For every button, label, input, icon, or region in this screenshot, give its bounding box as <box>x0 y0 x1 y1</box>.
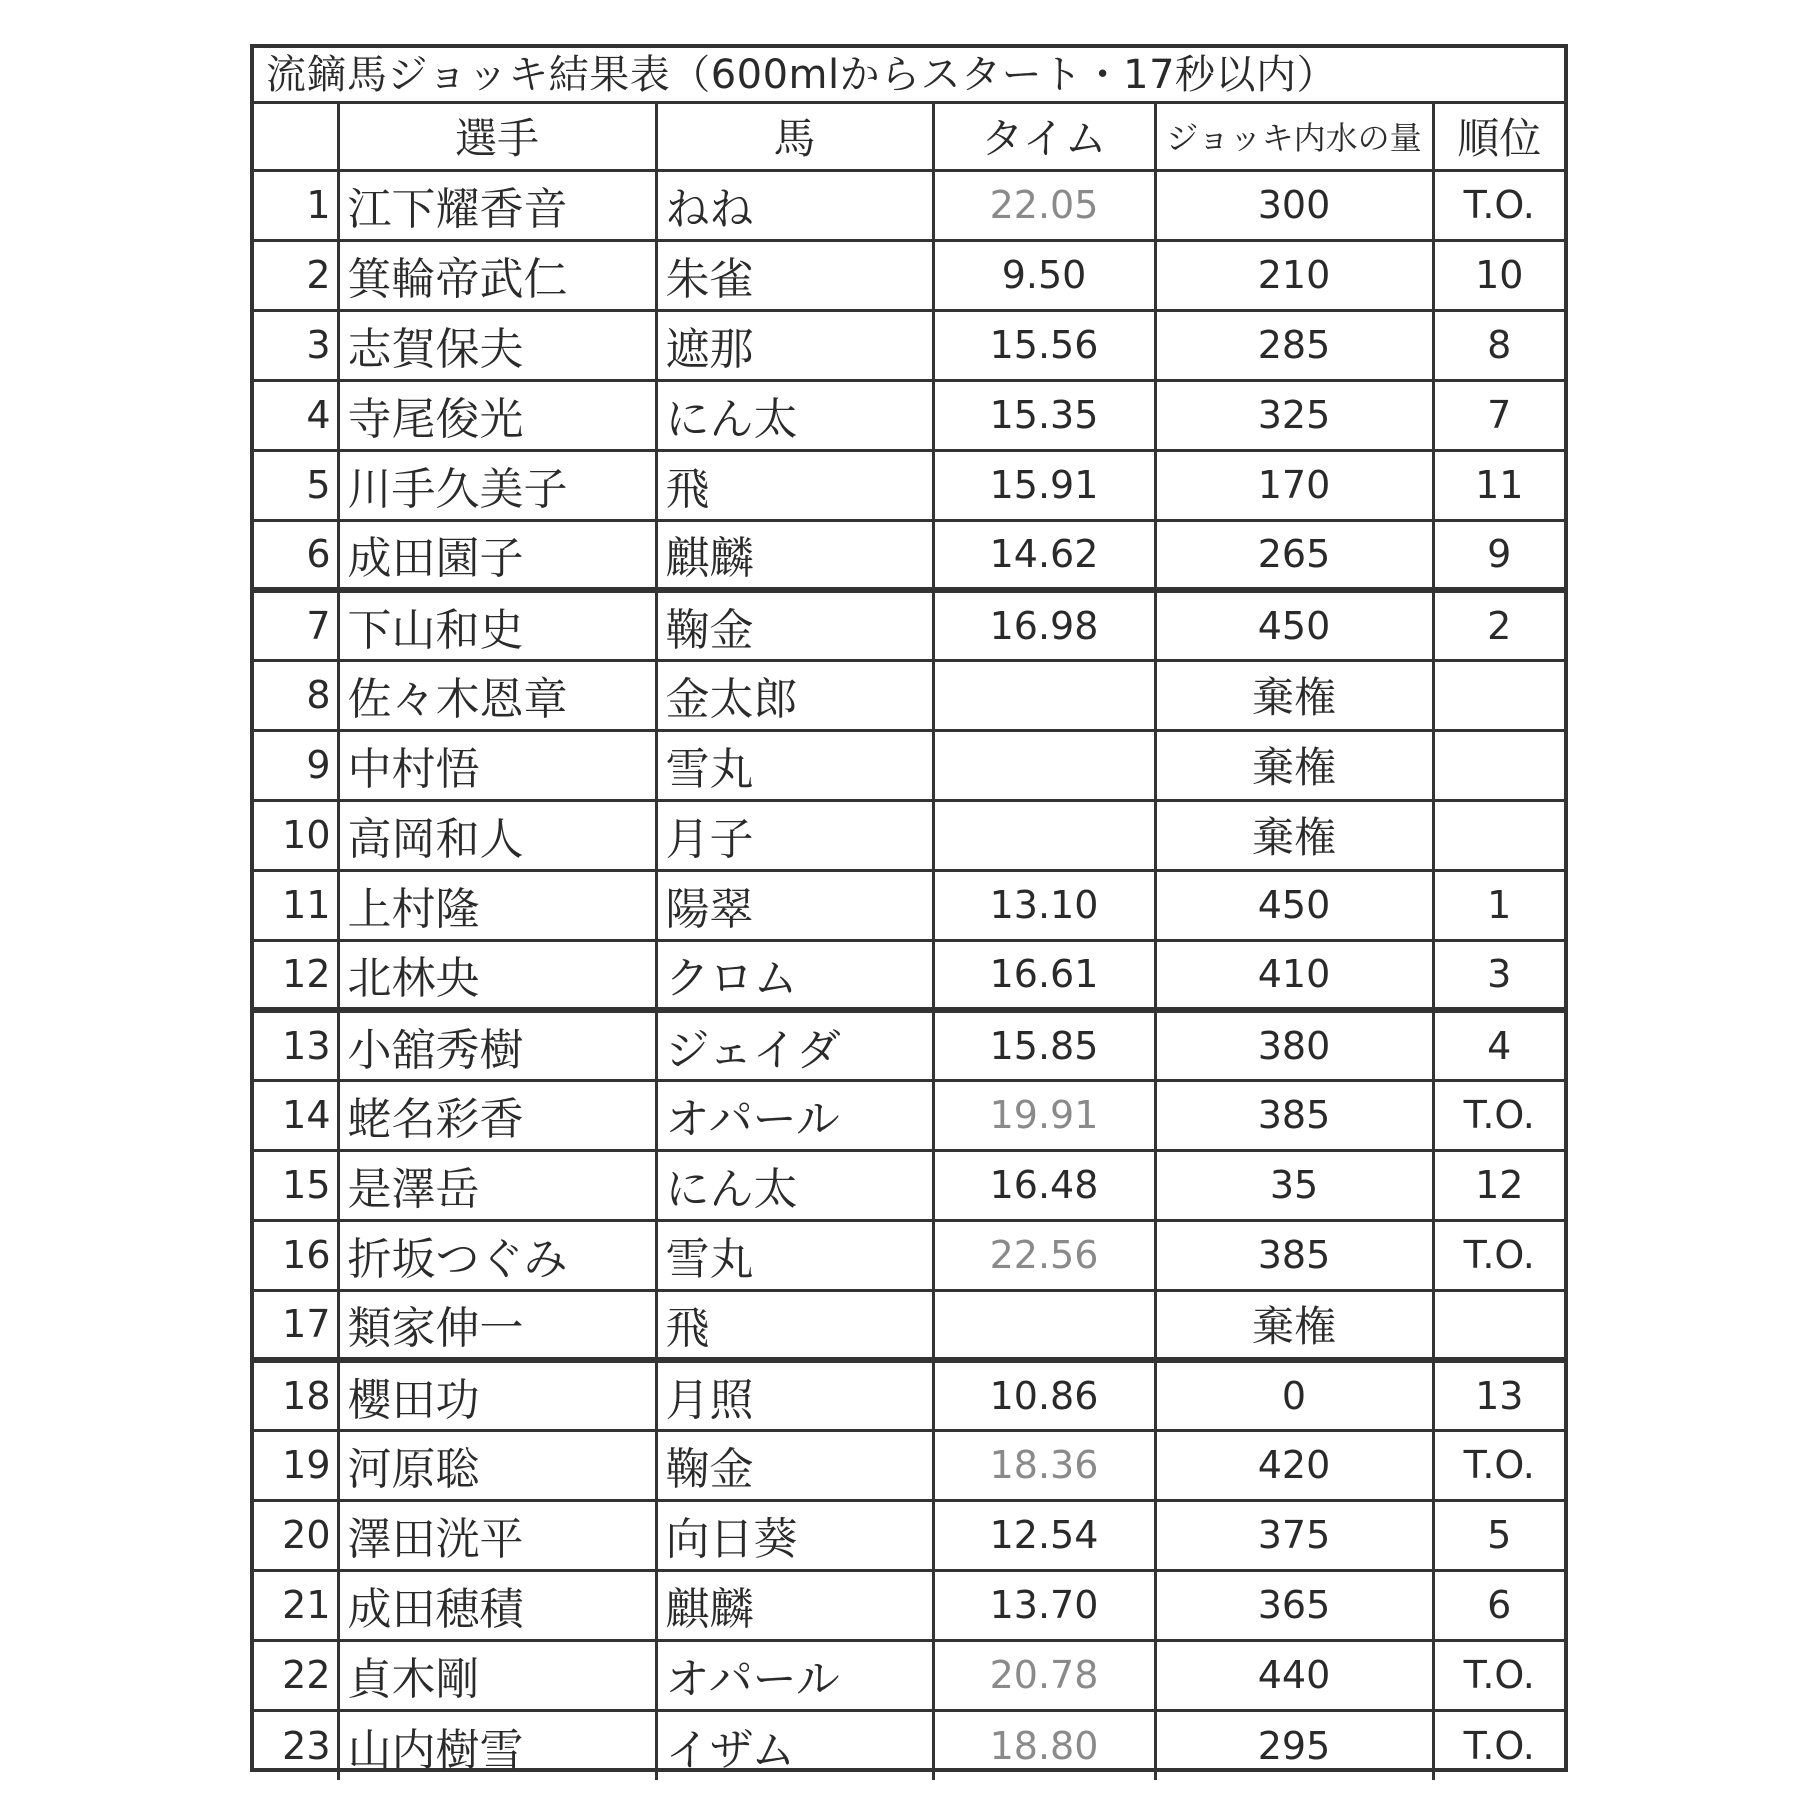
cell-rank: T.O. <box>1433 1220 1564 1290</box>
cell-player: 志賀保夫 <box>338 310 656 380</box>
cell-player: 櫻田功 <box>338 1360 656 1430</box>
cell-time: 19.91 <box>933 1080 1155 1150</box>
cell-player: 上村隆 <box>338 870 656 940</box>
cell-time: 16.98 <box>933 590 1155 660</box>
cell-water: 170 <box>1155 450 1433 520</box>
cell-water: 210 <box>1155 240 1433 310</box>
header-water: ジョッキ内水の量 <box>1155 104 1433 170</box>
cell-player: 中村悟 <box>338 730 656 800</box>
cell-player: 箕輪帝武仁 <box>338 240 656 310</box>
cell-rank: 12 <box>1433 1150 1564 1220</box>
cell-water: 265 <box>1155 520 1433 590</box>
cell-rank: 6 <box>1433 1570 1564 1640</box>
cell-player: 河原聡 <box>338 1430 656 1500</box>
cell-no: 15 <box>254 1150 338 1220</box>
cell-horse: 麒麟 <box>656 1570 933 1640</box>
cell-player: 是澤岳 <box>338 1150 656 1220</box>
cell-time: 16.61 <box>933 940 1155 1010</box>
cell-time: 10.86 <box>933 1360 1155 1430</box>
cell-rank: 8 <box>1433 310 1564 380</box>
cell-rank: 1 <box>1433 870 1564 940</box>
cell-no: 2 <box>254 240 338 310</box>
table-row <box>254 800 1564 870</box>
cell-horse: 鞠金 <box>656 590 933 660</box>
table-row <box>254 1150 1564 1220</box>
table-row <box>254 1290 1564 1360</box>
cell-rank: T.O. <box>1433 1430 1564 1500</box>
cell-horse: 麒麟 <box>656 520 933 590</box>
cell-water: 385 <box>1155 1220 1433 1290</box>
cell-time <box>933 730 1155 800</box>
cell-player: 澤田洸平 <box>338 1500 656 1570</box>
cell-water: 365 <box>1155 1570 1433 1640</box>
cell-no: 20 <box>254 1500 338 1570</box>
table-row <box>254 870 1564 940</box>
header-time: タイム <box>933 104 1155 170</box>
cell-player: 高岡和人 <box>338 800 656 870</box>
cell-water: 375 <box>1155 1500 1433 1570</box>
cell-time <box>933 800 1155 870</box>
cell-rank: 9 <box>1433 520 1564 590</box>
cell-horse: 雪丸 <box>656 1220 933 1290</box>
cell-player: 蛯名彩香 <box>338 1080 656 1150</box>
cell-player: 貞木剛 <box>338 1640 656 1710</box>
cell-no: 6 <box>254 520 338 590</box>
cell-player: 山内樹雪 <box>338 1710 656 1780</box>
cell-water: 0 <box>1155 1360 1433 1430</box>
table-row <box>254 170 1564 240</box>
cell-player: 寺尾俊光 <box>338 380 656 450</box>
cell-no: 19 <box>254 1430 338 1500</box>
table-row <box>254 590 1564 660</box>
cell-time: 16.48 <box>933 1150 1155 1220</box>
cell-horse: にん太 <box>656 1150 933 1220</box>
cell-time: 18.36 <box>933 1430 1155 1500</box>
cell-water: 295 <box>1155 1710 1433 1780</box>
cell-rank: 7 <box>1433 380 1564 450</box>
cell-rank: 2 <box>1433 590 1564 660</box>
cell-no: 7 <box>254 590 338 660</box>
cell-horse: 遮那 <box>656 310 933 380</box>
cell-no: 16 <box>254 1220 338 1290</box>
cell-horse: 金太郎 <box>656 660 933 730</box>
table-row <box>254 940 1564 1010</box>
table-row <box>254 520 1564 590</box>
results-sheet <box>250 44 1568 1776</box>
cell-time: 14.62 <box>933 520 1155 590</box>
cell-player: 北林央 <box>338 940 656 1010</box>
cell-water: 440 <box>1155 1640 1433 1710</box>
table-row <box>254 380 1564 450</box>
cell-time: 18.80 <box>933 1710 1155 1780</box>
header-row <box>254 104 1564 170</box>
cell-no: 5 <box>254 450 338 520</box>
table-row <box>254 660 1564 730</box>
cell-horse: ねね <box>656 170 933 240</box>
cell-player: 成田園子 <box>338 520 656 590</box>
cell-water: 325 <box>1155 380 1433 450</box>
cell-horse: オパール <box>656 1640 933 1710</box>
header-no <box>254 104 338 170</box>
cell-time: 20.78 <box>933 1640 1155 1710</box>
cell-time: 15.85 <box>933 1010 1155 1080</box>
cell-no: 11 <box>254 870 338 940</box>
cell-no: 10 <box>254 800 338 870</box>
cell-horse: クロム <box>656 940 933 1010</box>
cell-water: 410 <box>1155 940 1433 1010</box>
cell-horse: にん太 <box>656 380 933 450</box>
cell-time: 15.56 <box>933 310 1155 380</box>
sheet-title: 流鏑馬ジョッキ結果表（600mlからスタート・17秒以内） <box>254 48 1564 104</box>
cell-no: 12 <box>254 940 338 1010</box>
cell-player: 成田穂積 <box>338 1570 656 1640</box>
cell-player: 小舘秀樹 <box>338 1010 656 1080</box>
cell-horse: 月照 <box>656 1360 933 1430</box>
cell-time: 13.10 <box>933 870 1155 940</box>
cell-time: 22.56 <box>933 1220 1155 1290</box>
cell-player: 江下耀香音 <box>338 170 656 240</box>
cell-horse: 飛 <box>656 450 933 520</box>
cell-no: 8 <box>254 660 338 730</box>
cell-rank: 5 <box>1433 1500 1564 1570</box>
cell-no: 4 <box>254 380 338 450</box>
cell-horse: 朱雀 <box>656 240 933 310</box>
table-row <box>254 310 1564 380</box>
cell-horse: ジェイダ <box>656 1010 933 1080</box>
cell-horse: 向日葵 <box>656 1500 933 1570</box>
cell-player: 川手久美子 <box>338 450 656 520</box>
cell-water: 420 <box>1155 1430 1433 1500</box>
cell-no: 23 <box>254 1710 338 1780</box>
cell-rank: T.O. <box>1433 1710 1564 1780</box>
cell-water: 300 <box>1155 170 1433 240</box>
cell-time: 9.50 <box>933 240 1155 310</box>
cell-rank <box>1433 800 1564 870</box>
header-horse: 馬 <box>656 104 933 170</box>
cell-rank: 3 <box>1433 940 1564 1010</box>
cell-time <box>933 1290 1155 1360</box>
cell-rank <box>1433 1290 1564 1360</box>
cell-horse: 飛 <box>656 1290 933 1360</box>
cell-no: 13 <box>254 1010 338 1080</box>
table-row <box>254 1010 1564 1080</box>
cell-no: 14 <box>254 1080 338 1150</box>
header-player: 選手 <box>338 104 656 170</box>
cell-time: 15.35 <box>933 380 1155 450</box>
cell-rank: T.O. <box>1433 1640 1564 1710</box>
header-rank: 順位 <box>1433 104 1564 170</box>
cell-rank: T.O. <box>1433 1080 1564 1150</box>
cell-no: 9 <box>254 730 338 800</box>
cell-no: 3 <box>254 310 338 380</box>
cell-no: 18 <box>254 1360 338 1430</box>
cell-time: 22.05 <box>933 170 1155 240</box>
cell-water: 棄権 <box>1155 730 1433 800</box>
table-row <box>254 1360 1564 1430</box>
cell-rank: 11 <box>1433 450 1564 520</box>
cell-time <box>933 660 1155 730</box>
cell-horse: イザム <box>656 1710 933 1780</box>
cell-player: 佐々木恩章 <box>338 660 656 730</box>
cell-rank: 13 <box>1433 1360 1564 1430</box>
cell-time: 13.70 <box>933 1570 1155 1640</box>
table-row <box>254 240 1564 310</box>
table-row <box>254 1570 1564 1640</box>
table-row <box>254 1500 1564 1570</box>
cell-water: 棄権 <box>1155 660 1433 730</box>
cell-rank: T.O. <box>1433 170 1564 240</box>
cell-rank: 4 <box>1433 1010 1564 1080</box>
cell-rank: 10 <box>1433 240 1564 310</box>
cell-no: 21 <box>254 1570 338 1640</box>
cell-water: 棄権 <box>1155 1290 1433 1360</box>
cell-time: 12.54 <box>933 1500 1155 1570</box>
cell-rank <box>1433 660 1564 730</box>
table-row <box>254 1080 1564 1150</box>
table-row <box>254 730 1564 800</box>
cell-water: 285 <box>1155 310 1433 380</box>
cell-rank <box>1433 730 1564 800</box>
cell-no: 1 <box>254 170 338 240</box>
cell-player: 下山和史 <box>338 590 656 660</box>
cell-water: 380 <box>1155 1010 1433 1080</box>
cell-horse: 陽翠 <box>656 870 933 940</box>
cell-player: 折坂つぐみ <box>338 1220 656 1290</box>
table-row <box>254 1430 1564 1500</box>
cell-no: 22 <box>254 1640 338 1710</box>
cell-water: 棄権 <box>1155 800 1433 870</box>
table-row <box>254 1220 1564 1290</box>
cell-water: 385 <box>1155 1080 1433 1150</box>
cell-water: 35 <box>1155 1150 1433 1220</box>
cell-water: 450 <box>1155 590 1433 660</box>
results-table <box>254 104 1564 1780</box>
cell-water: 450 <box>1155 870 1433 940</box>
table-row <box>254 1640 1564 1710</box>
table-row <box>254 450 1564 520</box>
cell-horse: オパール <box>656 1080 933 1150</box>
cell-horse: 鞠金 <box>656 1430 933 1500</box>
cell-player: 類家伸一 <box>338 1290 656 1360</box>
cell-time: 15.91 <box>933 450 1155 520</box>
cell-horse: 月子 <box>656 800 933 870</box>
cell-horse: 雪丸 <box>656 730 933 800</box>
table-row <box>254 1710 1564 1780</box>
cell-no: 17 <box>254 1290 338 1360</box>
